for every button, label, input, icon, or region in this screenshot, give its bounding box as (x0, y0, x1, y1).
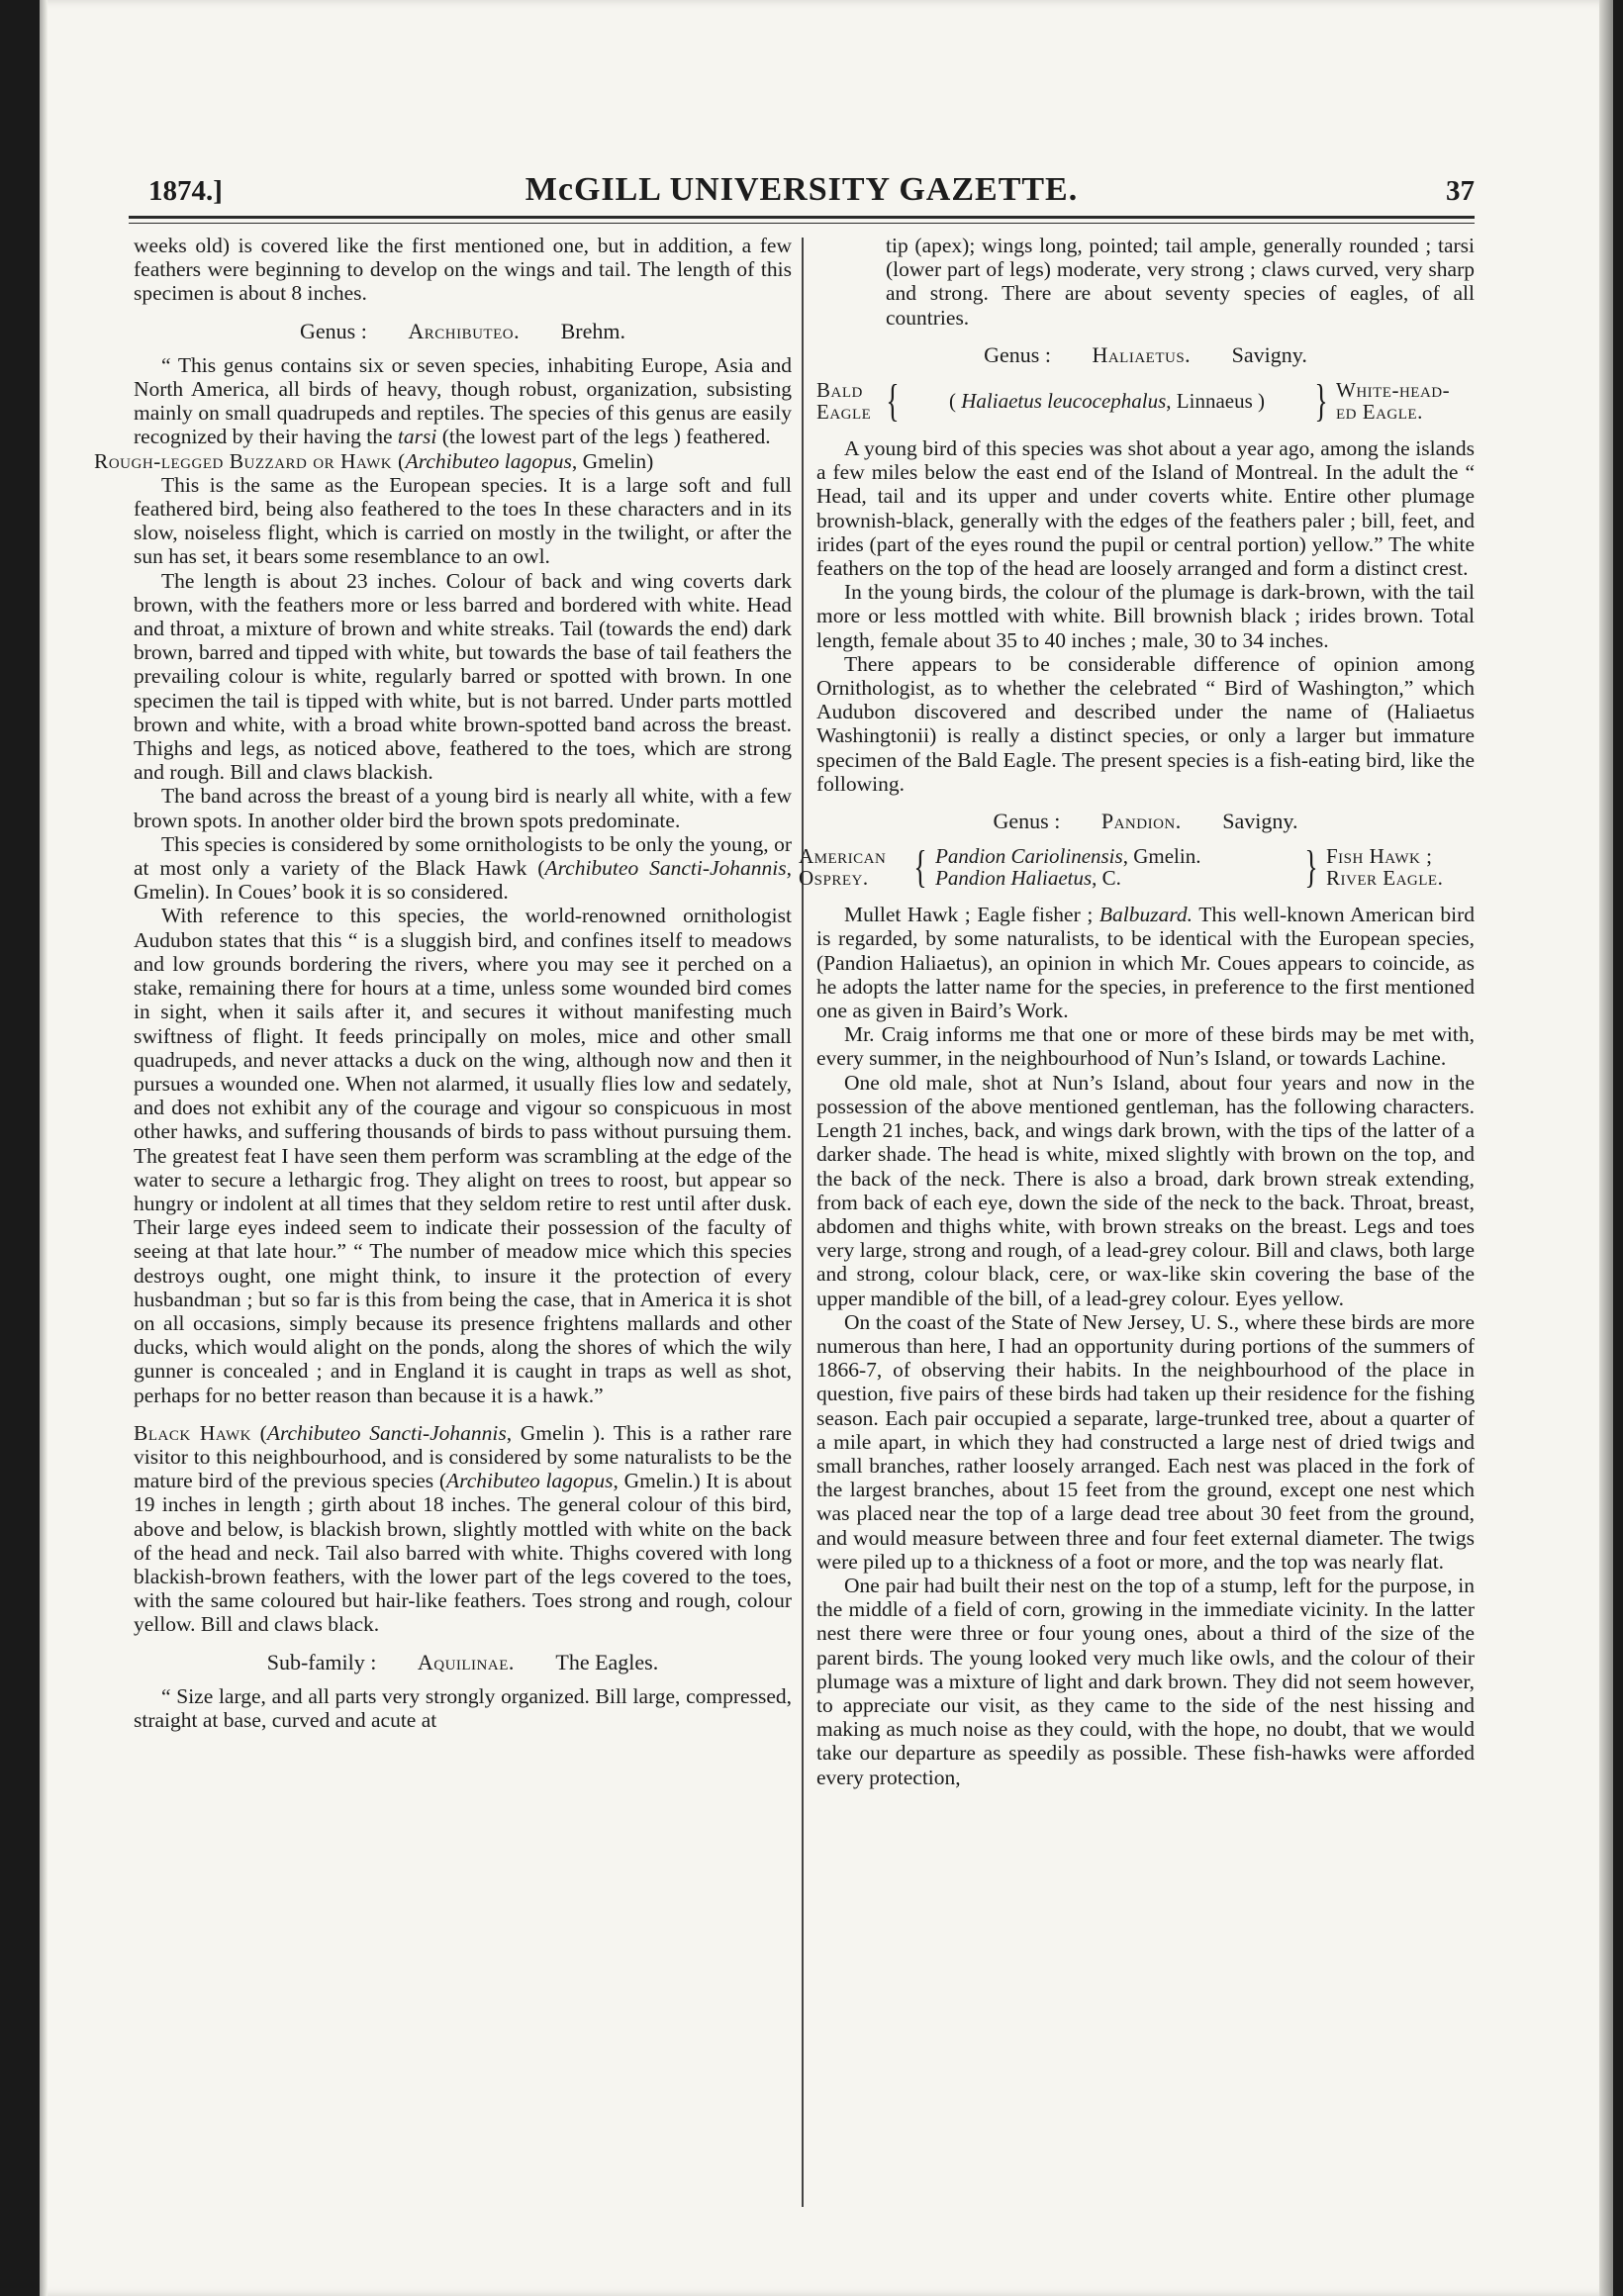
right-column (799, 234, 1475, 1789)
paragraph: “ Size large, and all parts very strongly organized. Bill large, compressed, straight at base, curved and acute at (134, 1683, 792, 1732)
left-column (94, 234, 792, 1732)
genus-label: Genus : (993, 809, 1061, 834)
species-entry-black-hawk: Black Hawk (Archibuteo Sancti-Johannis, Gmelin ). This is a rather rare visitor to this neighbourhood, and is considered by some naturalists to be the mature bird of the previous species (Archibuteo lagopus, Gmelin.) It is about 19 inches in length ; girth about 18 inches. The general colour of this bird, above and below, is blackish brown, slightly mottled with white on the back of the head and neck. Tail also barred with white. Thighs covered with long blackish-brown feathers, with the lower part of the legs covered to the toes, with the same coloured but hair-like feathers. Toes strong and rough, colour yellow. Bill and claws black. (134, 1420, 792, 1637)
species-common-name-right: Fish Hawk ; River Eagle. (1326, 844, 1444, 891)
genus-name: Pandion. (1100, 809, 1182, 834)
running-header (129, 163, 1475, 223)
genus-heading (816, 810, 1475, 833)
header-title: McGILL UNIVERSITY GAZETTE. (525, 171, 1079, 208)
species-common-name-left: Bald Eagle (816, 378, 872, 425)
genus-label: Genus : (984, 341, 1051, 367)
page-right-edge (1599, 0, 1613, 2296)
genus-heading (134, 320, 792, 343)
paragraph: A young bird of this species was shot about a year ago, among the islands a few miles below the east end of the Island of Montreal. In the adult the “ Head, tail and its upper and under coverts white. Entire other plumage brownish-black, generally with the edges of the feathers paler ; bill, feet, and irides (part of the eyes round the pupil or central portion) yellow.” The white feathers on the top of the head are loosely arranged and form a distinct crest. (816, 436, 1475, 581)
paragraph: One old male, shot at Nun’s Island, about four years and now in the possession of the above mentioned gentleman, has the following characters. Length 21 inches, back, and wings dark brown, with the tips of the latter of a darker shade. The head is white, mixed slightly with brown on the top, and the back of the neck. There is also a broad, dark brown streak extending, from back of each eye, down the side of the neck to the back. Throat, breast, abdomen and thighs white, with brown streaks on the breast. Legs and toes very large, strong and rough, of a lead-grey colour. Bill and claws, both large and strong, colour black, cere, or wax-like skin covering the base of the upper mandible of the bill, of a lead-grey colour. Eyes yellow. (816, 1070, 1475, 1310)
header-rule (129, 216, 1475, 224)
species-heading-bald-eagle (816, 375, 1475, 427)
left-brace-icon: { (913, 841, 927, 893)
species-heading: Rough-legged Buzzard or Hawk (Archibuteo lagopus, Gmelin) (94, 448, 654, 473)
genus-author: Brehm. (560, 318, 625, 343)
paragraph: weeks old) is covered like the first mentioned one, but in addition, a few feathers were beginning to develop on the wings and tail. The length of this specimen is about 8 inches. (134, 234, 792, 306)
species-scientific-name: ( Haliaetus leucocephalus, Linnaeus ) (948, 389, 1266, 414)
paragraph: This is the same as the European species. It is a large soft and full feathered bird, being also feathered to the toes In these characters and in its slow, noiseless flight, which is carried on mostly in the twilight, or after the sun has set, it bears some resemblance to an owl. (134, 472, 792, 569)
paragraph: In the young birds, the colour of the plumage is dark-brown, with the tail more or less mottled with white. Bill brownish black ; irides brown. Total length, female about 35 to 40 inches ; male, 30 to 34 inches. (816, 580, 1475, 652)
genus-name: Haliaetus. (1092, 341, 1192, 367)
paragraph: This species is considered by some ornithologists to be only the young, or at most only a variety of the Black Hawk (Archibuteo Sancti-Johannis, Gmelin). In Coues’ book it is so considered. (134, 831, 792, 905)
left-brace-icon: { (886, 375, 900, 427)
paragraph: Mullet Hawk ; Eagle fisher ; Balbuzard. This well-known American bird is regarded, by some naturalists, to be identical with the European species, (Pandion Haliaetus), an opinion in which Mr. Coues appears to coincide, as he adopts the latter name for the species, in preference to the first mentioned one as given in Baird’s Work. (816, 903, 1475, 1023)
genus-label: Genus : (300, 318, 367, 343)
paragraph: The band across the breast of a young bird is nearly all white, with a few brown spots. In another older bird the brown spots predominate. (134, 784, 792, 832)
paragraph: There appears to be considerable difference of opinion among Ornithologist, as to whether the celebrated “ Bird of Washington,” which Audubon discovered and described under the name of (Haliaetus Washingtonii) is really a distinct species, or only a larger but immature specimen of the Bald Eagle. The present species is a fish-eating bird, like the following. (816, 651, 1475, 796)
paragraph: Mr. Craig informs me that one or more of these birds may be met with, every summer, in the neighbourhood of Nun’s Island, or towards Lachine. (816, 1022, 1475, 1071)
paragraph: The length is about 23 inches. Colour of back and wing coverts dark brown, with the feathers more or less barred and bordered with white. Head and throat, a mixture of brown and white streaks. Tail (towards the end) dark brown, barred and tipped with white, but towards the base of tail feathers the prevailing colour is white, regularly barred or spotted with brown. In one specimen the tail is tipped with white, but is not barred. Under parts mottled brown and white, with a broad white brown-spotted band across the breast. Thighs and legs, as noticed above, feathered to the toes, which are strong and rough. Bill and claws blackish. (134, 568, 792, 785)
genus-name: Archibuteo. (408, 318, 521, 343)
species-common-name-left: American Osprey. (799, 844, 887, 891)
paragraph: With reference to this species, the world-renowned ornithologist Audubon states that this “ is a sluggish bird, and confines itself to meadows and low grounds bordering the rivers, where you may see it perched on a stake, remaining there for hours at a time, unless some wounded bird comes in sight, when it sails after it, and secures it without manifesting much swiftness of flight. It feeds principally on moles, mice and other small quadrupeds, and never attacks a duck on the wing, although now and then it pursues a wounded one. When not alarmed, it usually flies low and sedately, and does not exhibit any of the courage and vigour so conspicuous in most other hawks, and suffering thousands of birds to pass without pursuing them. The greatest feat I have seen them perform was scrambling at the edge of the water to secure a lethargic frog. They alight on trees to roost, but appear so hungry or indolent at all times that they seldom retire to rest until after dusk. Their large eyes indeed seem to indicate their possession of the faculty of seeing at that late hour.” “ The number of meadow mice which this species destroys ought, one might think, to insure it the protection of every husbandman ; but so far is this from being the case, that in America it is shot on all occasions, simply because its presence frightens mallards and other ducks, which would alight on the ponds, along the shores of which the wily gunner is concealed ; and in England it is caught in traps as well as shot, perhaps for no better reason than because it is a hawk.” (134, 904, 792, 1407)
page-left-edge (40, 0, 48, 2296)
species-heading-osprey (799, 841, 1475, 893)
species-common-name-right: White-head- ed Eagle. (1336, 378, 1451, 425)
right-brace-icon: } (1304, 841, 1318, 893)
paragraph: On the coast of the State of New Jersey, U. S., where these birds are more numerous than here, I had an opportunity during portions of the summers of 1866-7, of observing their habits. In the neighbourhood of the place in question, five pairs of these birds had taken up their residence for the fishing season. Each pair occupied a separate, large-trunked tree, about a quarter of a mile apart, in which they had constructed a large nest of dried twigs and small branches, rather loosely arranged. Each nest was placed in the fork of the largest branches, about 15 feet from the ground, except one nest which was placed near the top of a large dead tree about 30 feet from the ground, and would measure between three and four feet external diameter. The twigs were piled up to a thickness of a foot or more, and the top was nearly flat. (816, 1309, 1475, 1574)
paragraph: One pair had built their nest on the top of a stump, left for the purpose, in the middle of a field of corn, growing in the immediate vicinity. In the latter nest there were three or four young ones, about a third of the size of the parent birds. The young looked very much like owls, and the colour of their plumage was a mixture of light and dark brown. They did not seem however, to appreciate our visit, as they came to the side of the nest hissing and making as much noise as they could, with the hope, no doubt, that we would take our departure as speedily as possible. These fish-hawks were afforded every protection, (816, 1573, 1475, 1789)
paragraph: tip (apex); wings long, pointed; tail ample, generally rounded ; tarsi (lower part of legs) moderate, very strong ; claws curved, very sharp and strong. There are about seventy species of eagles, of all countries. (886, 234, 1475, 330)
header-page-number: 37 (1446, 175, 1475, 207)
paragraph: “ This genus contains six or seven species, inhabiting Europe, Asia and North America, all birds of heavy, though robust, organization, subsisting mainly on small quadrupeds and reptiles. The species of this genus are easily recognized by their having the tarsi (the lowest part of the legs ) feathered. (134, 352, 792, 449)
header-year: 1874.] (148, 175, 223, 207)
genus-author: Savigny. (1222, 809, 1298, 834)
species-scientific-names: Pandion Cariolinensis, Gmelin. Pandion Haliaetus, C. (935, 844, 1201, 891)
column-divider (802, 238, 804, 2207)
right-brace-icon: } (1314, 375, 1328, 427)
subfamily-name: Aquilinae. (417, 1649, 515, 1674)
genus-heading (816, 343, 1475, 367)
subfamily-label: Sub-family : (266, 1649, 377, 1674)
subfamily-common-name: The Eagles. (555, 1649, 659, 1674)
subfamily-heading (134, 1651, 792, 1674)
genus-author: Savigny. (1231, 341, 1307, 367)
